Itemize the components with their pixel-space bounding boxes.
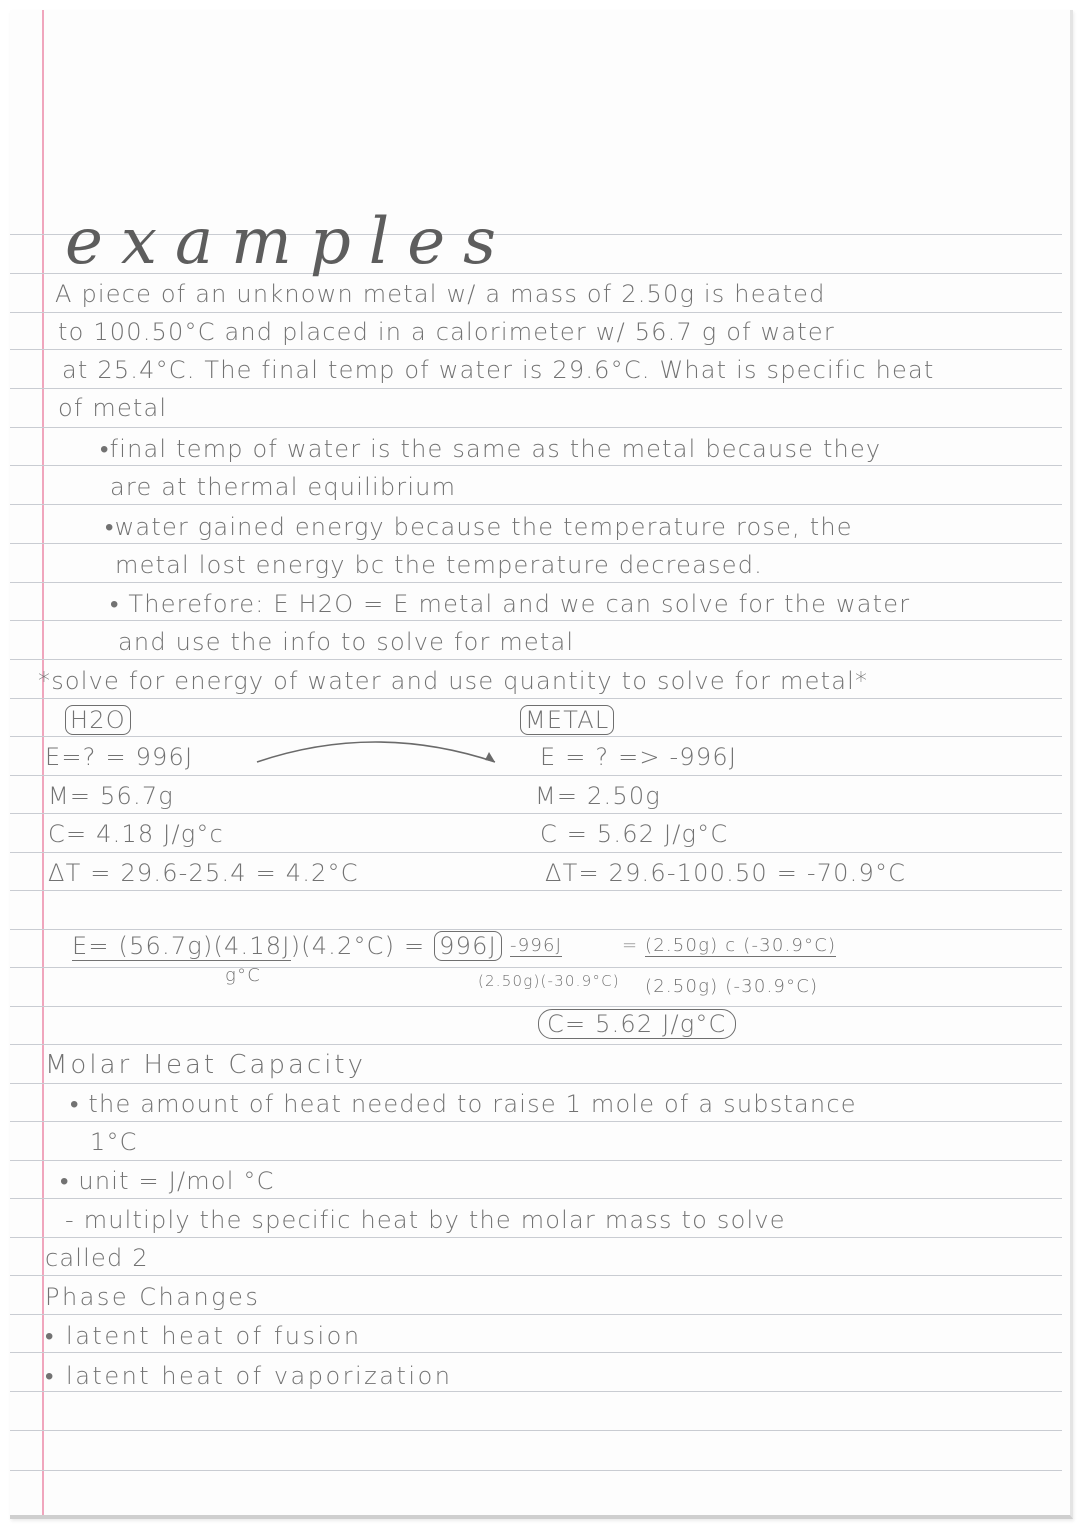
ruled-line bbox=[10, 813, 1062, 814]
metal-result-box: C= 5.62 J/g°C bbox=[538, 1009, 736, 1039]
ruled-line bbox=[10, 929, 1062, 930]
metal-specific-heat: C = 5.62 J/g°C bbox=[540, 820, 729, 848]
margin-line bbox=[42, 10, 44, 1515]
ruled-line bbox=[10, 1198, 1062, 1199]
note-line: are at thermal equilibrium bbox=[110, 473, 457, 501]
ruled-line bbox=[10, 543, 1062, 544]
water-label bbox=[65, 706, 131, 734]
ruled-line bbox=[10, 504, 1062, 505]
metal-energy: E = ? => -996J bbox=[540, 743, 738, 771]
molar-item: • unit = J/mol °C bbox=[60, 1167, 275, 1195]
ruled-line bbox=[10, 349, 1062, 350]
ruled-line bbox=[10, 1430, 1062, 1431]
water-calc-left: E= (56.7g)(4.18J bbox=[72, 932, 291, 960]
ruled-line bbox=[10, 1470, 1062, 1471]
water-label-box: H2O bbox=[65, 705, 131, 735]
ruled-line bbox=[10, 1083, 1062, 1084]
water-calc-right: )(4.2°C) = bbox=[290, 932, 426, 960]
page-heading: examples bbox=[65, 205, 514, 279]
water-energy: E=? = 996J bbox=[45, 743, 194, 771]
metal-eq-numerator-left: -996J bbox=[510, 935, 563, 956]
ruled-line bbox=[10, 1314, 1062, 1315]
molar-item: 1°C bbox=[90, 1128, 138, 1156]
metal-eq-numerator-right: (2.50g) c (-30.9°C) bbox=[645, 935, 837, 956]
notebook-page bbox=[10, 10, 1073, 1519]
ruled-line bbox=[10, 582, 1062, 583]
molar-heading: Molar Heat Capacity bbox=[45, 1050, 367, 1080]
ruled-line bbox=[10, 775, 1062, 776]
ruled-line bbox=[10, 312, 1062, 313]
ruled-line bbox=[10, 967, 1062, 968]
problem-line: of metal bbox=[58, 394, 168, 422]
phase-item: • latent heat of fusion bbox=[45, 1322, 362, 1350]
water-calc-result: 996J bbox=[434, 931, 502, 961]
water-specific-heat: C= 4.18 J/g°c bbox=[48, 820, 224, 848]
water-calculation bbox=[72, 932, 502, 960]
instruction-line: *solve for energy of water and use quantity to solve for metal* bbox=[38, 667, 869, 695]
note-line: • Therefore: E H2O = E metal and we can solve for the water bbox=[110, 590, 911, 618]
metal-eq-equals: = bbox=[622, 935, 639, 956]
problem-line: at 25.4°C. The final temp of water is 29.6°C. What is specific heat bbox=[62, 356, 935, 384]
ruled-line bbox=[10, 1044, 1062, 1045]
ruled-line bbox=[10, 1006, 1062, 1007]
ruled-line bbox=[10, 465, 1062, 466]
molar-called: called 2 bbox=[45, 1244, 149, 1272]
water-calc-unit: g°C bbox=[225, 965, 261, 986]
ruled-line bbox=[10, 736, 1062, 737]
ruled-line bbox=[10, 620, 1062, 621]
ruled-line bbox=[10, 1237, 1062, 1238]
note-line: •water gained energy because the temperature rose, the bbox=[105, 513, 853, 541]
metal-eq-denominator-left: (2.50g)(-30.9°C) bbox=[478, 972, 620, 990]
molar-item: - multiply the specific heat by the molar mass to solve bbox=[65, 1206, 786, 1234]
ruled-line bbox=[10, 890, 1062, 891]
ruled-line bbox=[10, 698, 1062, 699]
metal-delta-t: ΔT= 29.6-100.50 = -70.9°C bbox=[545, 859, 907, 887]
molar-item: • the amount of heat needed to raise 1 mole of a substance bbox=[70, 1090, 857, 1118]
ruled-line bbox=[10, 659, 1062, 660]
metal-eq-denominator-right: (2.50g) (-30.9°C) bbox=[645, 976, 819, 997]
phase-heading: Phase Changes bbox=[45, 1283, 261, 1311]
ruled-line bbox=[10, 388, 1062, 389]
problem-line: to 100.50°C and placed in a calorimeter w/ 56.7 g of water bbox=[58, 318, 835, 346]
arrow-icon bbox=[255, 732, 515, 772]
ruled-line bbox=[10, 1352, 1062, 1353]
metal-label-box: METAL bbox=[520, 705, 614, 735]
metal-mass: M= 2.50g bbox=[535, 782, 661, 810]
ruled-line bbox=[10, 852, 1062, 853]
problem-line: A piece of an unknown metal w/ a mass of 2.50g is heated bbox=[55, 280, 826, 308]
metal-label bbox=[520, 706, 614, 734]
water-mass: M= 56.7g bbox=[48, 782, 174, 810]
water-delta-t: ΔT = 29.6-25.4 = 4.2°C bbox=[48, 859, 359, 887]
ruled-line bbox=[10, 427, 1062, 428]
ruled-line bbox=[10, 1275, 1062, 1276]
ruled-line bbox=[10, 1391, 1062, 1392]
ruled-line bbox=[10, 1121, 1062, 1122]
phase-item: • latent heat of vaporization bbox=[45, 1362, 453, 1390]
note-line: and use the info to solve for metal bbox=[118, 628, 575, 656]
note-line: metal lost energy bc the temperature decreased. bbox=[115, 551, 763, 579]
ruled-line bbox=[10, 1160, 1062, 1161]
metal-result bbox=[538, 1010, 736, 1038]
note-line: •final temp of water is the same as the metal because they bbox=[100, 435, 882, 463]
